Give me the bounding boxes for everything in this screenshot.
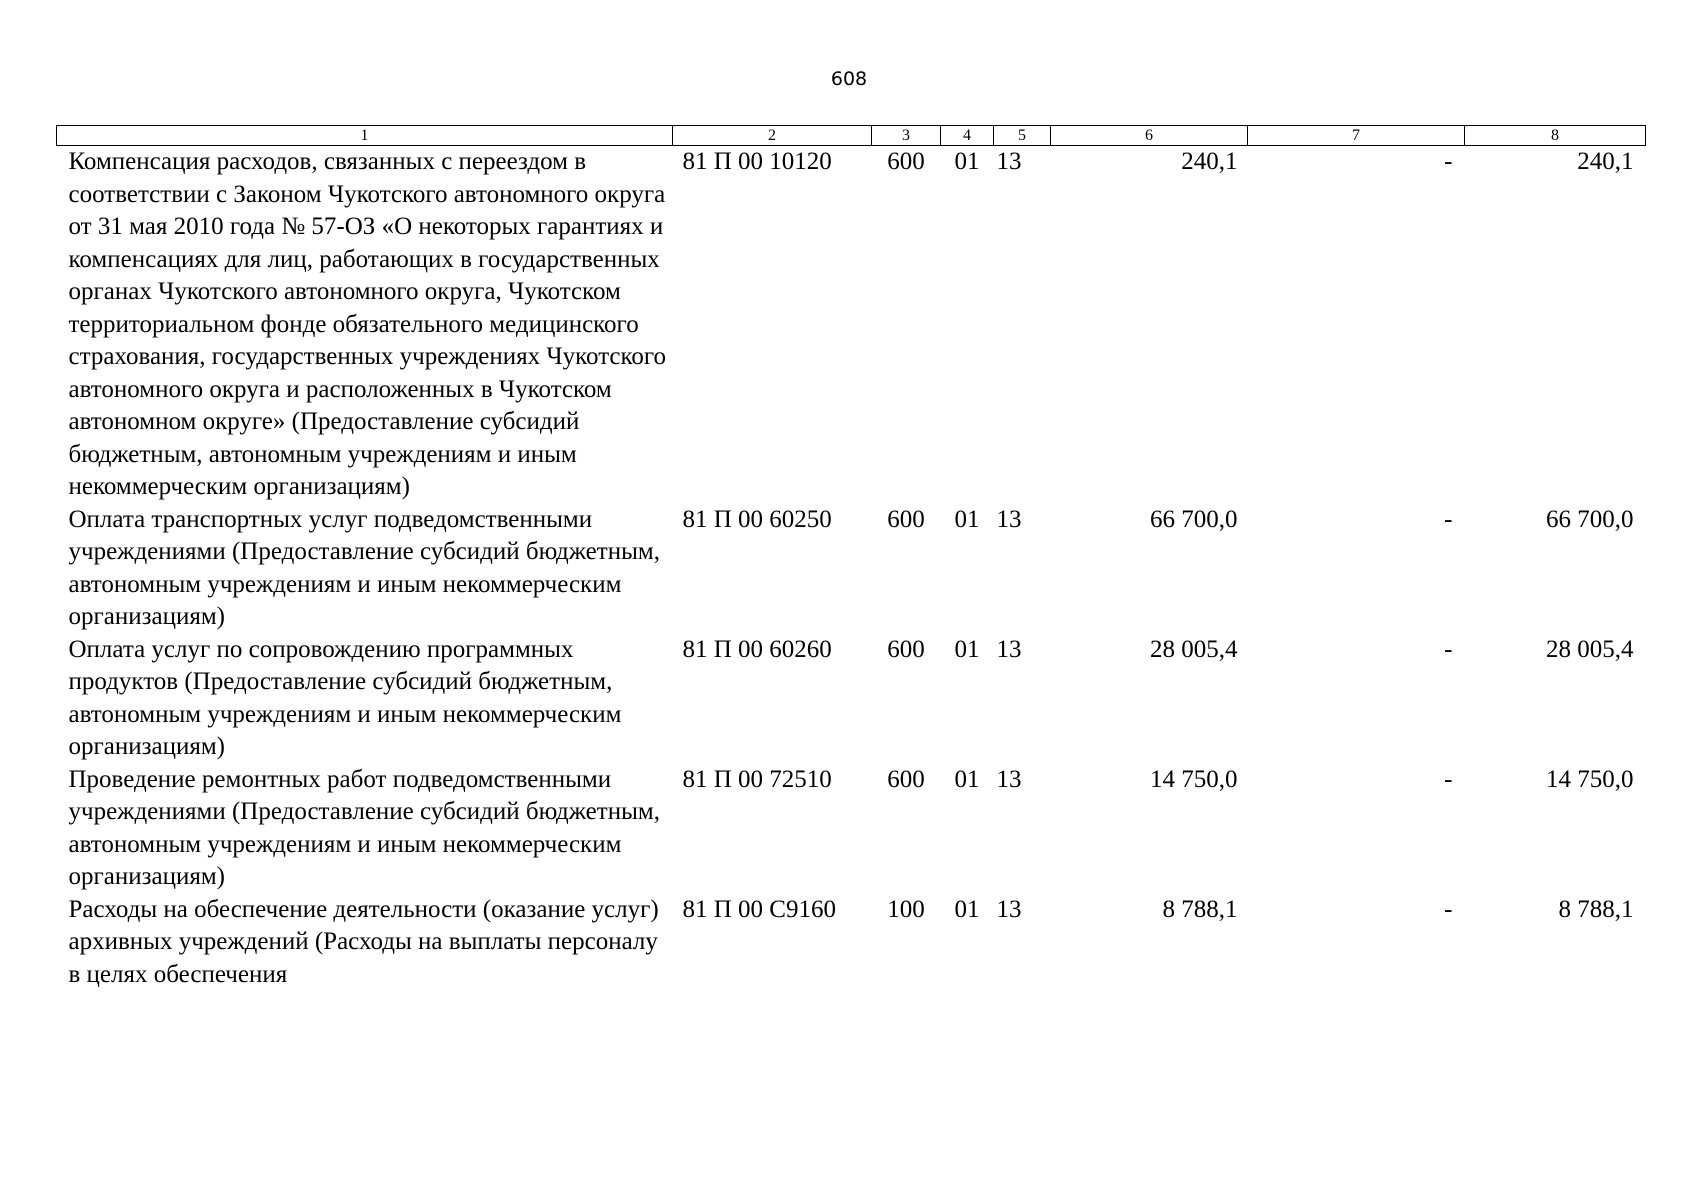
- row-name: Компенсация расходов, связанных с переездом в соответствии с Законом Чукотского автономного округа от 31 мая 2010 года № 57-ОЗ «О некоторых гарантиях и компенсациях для лиц, работающих в государственных органах Чукотского автономного округа, Чукотском территориальном фонде обязательного медицинского страхования, государственных учреждениях Чукотского автономного округа и расположенных в Чукотском автономном округе» (Предоставление субсидий бюджетным, автономным учреждениям и иным некоммерческим организациям): [68, 148, 667, 500]
- row-section: 01: [954, 148, 980, 175]
- row-change: -: [1444, 148, 1453, 175]
- page-number: 608: [830, 68, 868, 90]
- column-number-row: [57, 126, 1646, 146]
- table-body: [57, 146, 1646, 992]
- row-amount: 240,1: [1181, 148, 1238, 175]
- row-target-code: 81 П 00 10120: [682, 148, 832, 175]
- row-target-code: 81 П 00 60250: [682, 505, 832, 533]
- column-header-3: 3: [872, 126, 941, 146]
- row-target-code: 81 П 00 60260: [682, 635, 832, 663]
- column-header-6: 6: [1051, 126, 1248, 146]
- row-target-code: 81 П 00 С9160: [682, 895, 836, 923]
- row-change: -: [1444, 895, 1453, 923]
- row-section: 01: [954, 895, 980, 923]
- row-amount: 14 750,0: [1150, 765, 1238, 793]
- table-row: [57, 504, 1646, 634]
- row-name: Оплата транспортных услуг подведомственными учреждениями (Предоставление субсидий бюджетным, автономным учреждениям и иным некоммерческим организациям): [68, 505, 660, 630]
- table-row: [57, 764, 1646, 894]
- row-total: 66 700,0: [1546, 505, 1634, 533]
- row-amount: 66 700,0: [1150, 505, 1238, 533]
- row-expense-type: 600: [887, 635, 925, 663]
- budget-table: [56, 125, 1646, 991]
- column-header-2: 2: [673, 126, 872, 146]
- column-header-4: 4: [941, 126, 994, 146]
- row-name: Расходы на обеспечение деятельности (оказание услуг) архивных учреждений (Расходы на выплаты персоналу в целях обеспечения: [68, 895, 659, 988]
- row-total: 240,1: [1577, 148, 1634, 175]
- row-section: 01: [954, 505, 980, 533]
- row-expense-type: 100: [887, 895, 925, 923]
- row-amount: 28 005,4: [1150, 635, 1238, 663]
- table-row: [57, 634, 1646, 764]
- table-row: [57, 146, 1646, 504]
- column-header-1: 1: [57, 126, 673, 146]
- row-change: -: [1444, 635, 1453, 663]
- column-header-8: 8: [1465, 126, 1646, 146]
- row-subsection: 13: [996, 505, 1022, 533]
- row-section: 01: [954, 635, 980, 663]
- row-subsection: 13: [996, 895, 1022, 923]
- table-row: [57, 894, 1646, 992]
- row-change: -: [1444, 505, 1453, 533]
- column-header-5: 5: [994, 126, 1051, 146]
- row-section: 01: [954, 765, 980, 793]
- row-subsection: 13: [996, 765, 1022, 793]
- row-target-code: 81 П 00 72510: [682, 765, 832, 793]
- row-total: 14 750,0: [1546, 765, 1634, 793]
- row-amount: 8 788,1: [1162, 895, 1238, 923]
- row-subsection: 13: [996, 148, 1022, 175]
- row-total: 8 788,1: [1558, 895, 1634, 923]
- row-expense-type: 600: [887, 765, 925, 793]
- row-expense-type: 600: [887, 505, 925, 533]
- row-name: Проведение ремонтных работ подведомственными учреждениями (Предоставление субсидий бюджетным, автономным учреждениям и иным некоммерческим организациям): [68, 765, 660, 890]
- table-header: [57, 126, 1646, 146]
- row-name: Оплата услуг по сопровождению программных продуктов (Предоставление субсидий бюджетным, автономным учреждениям и иным некоммерческим организациям): [68, 635, 622, 760]
- column-header-7: 7: [1248, 126, 1465, 146]
- row-change: -: [1444, 765, 1453, 793]
- row-expense-type: 600: [887, 148, 925, 175]
- row-subsection: 13: [996, 635, 1022, 663]
- row-total: 28 005,4: [1546, 635, 1634, 663]
